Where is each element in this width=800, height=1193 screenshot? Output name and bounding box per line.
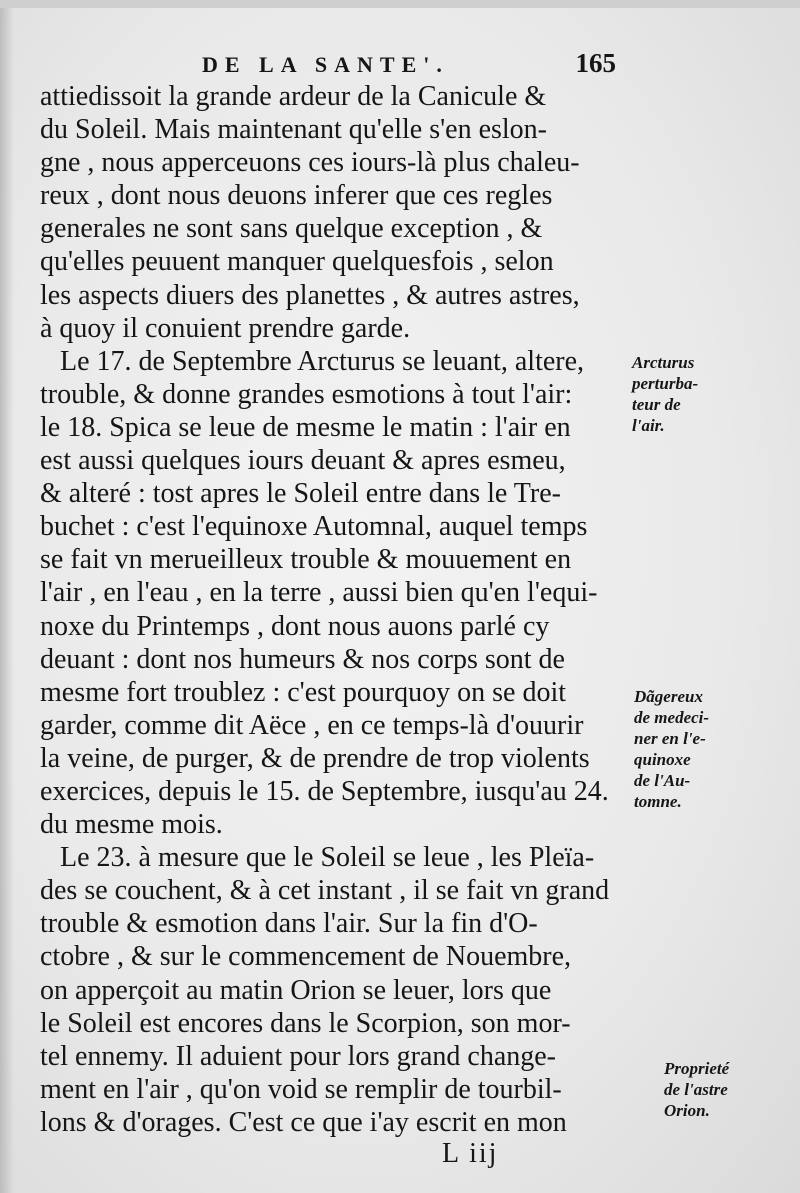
text-line: ctobre , & sur le commencement de Nouembre, [40, 941, 572, 973]
note-line: Dãgereux [634, 687, 703, 706]
text-line: les aspects diuers des planettes , & autres astres, [40, 279, 580, 311]
text-line: attiedissoit la grande ardeur de la Canicule & [40, 81, 547, 112]
text-line: à quoy il conuient prendre garde. [40, 312, 411, 344]
text-line: est aussi quelques iours deuant & apres esmeu, [40, 445, 566, 477]
text-line: le Soleil est encores dans le Scorpion, son mor- [40, 1007, 571, 1039]
text-line: du mesme mois. [40, 809, 223, 841]
text-line: la veine, de purger, & de prendre de trop violents [40, 742, 590, 774]
note-line: de l'Au- [634, 771, 691, 790]
margin-note-orion [664, 1058, 729, 1121]
text-line: du Soleil. Mais maintenant qu'elle s'en eslon- [40, 114, 547, 146]
text-line: trouble & esmotion dans l'air. Sur la fin d'O- [40, 908, 538, 940]
margin-note-arcturus [632, 352, 698, 436]
text-line: gne , nous apperceuons ces iours-là plus chaleu- [40, 147, 580, 179]
text-line: se fait vn merueilleux trouble & mouuement en [40, 544, 572, 576]
text-line: trouble, & donne grandes esmotions à tout l'air: [40, 378, 573, 410]
note-line: de l'astre [664, 1080, 728, 1099]
text-line: mesme fort troublez : c'est pourquoy on se doit [40, 676, 567, 708]
note-line: ner en l'e- [634, 729, 706, 748]
text-line: generales ne sont sans quelque exception , & [40, 213, 543, 245]
note-line: Proprieté [664, 1059, 730, 1078]
signature-mark: L iij [442, 1138, 499, 1169]
text-line: qu'elles peuuent manquer quelquesfois , selon [40, 246, 554, 278]
page-top-edge [0, 0, 800, 8]
margin-note-equinoxe [634, 686, 709, 812]
text-line: des se couchent, & à cet instant , il se fait vn grand [40, 875, 610, 907]
body-text [40, 80, 630, 1139]
note-line: quinoxe [634, 750, 691, 769]
text-line: l'air , en l'eau , en la terre , aussi bien qu'en l'equi- [40, 577, 598, 609]
running-title: DE LA SANTE'. [202, 52, 449, 77]
note-line: teur de [632, 395, 681, 414]
text-line: garder, comme dit Aëce , en ce temps-là d'ouurir [40, 709, 584, 741]
text-line: on apperçoit au matin Orion se leuer, lors que [40, 974, 552, 1006]
text-line: ment en l'air , qu'on void se remplir de tourbil- [40, 1073, 562, 1105]
page-edge-shadow [0, 0, 14, 1193]
text-line: buchet : c'est l'equinoxe Automnal, auquel temps [40, 511, 588, 543]
text-line: le 18. Spica se leue de mesme le matin : l'air en [40, 411, 571, 443]
text-line: & alteré : tost apres le Soleil entre dans le Tre- [40, 478, 561, 510]
note-line: tomne. [634, 792, 682, 811]
text-line: Le 23. à mesure que le Soleil se leue , les Pleïa- [60, 842, 595, 874]
note-line: Orion. [664, 1101, 710, 1120]
text-line: reux , dont nous deuons inferer que ces regles [40, 180, 553, 212]
note-line: perturba- [632, 374, 699, 393]
text-line: noxe du Printemps , dont nous auons parlé cy [40, 610, 550, 642]
note-line: l'air. [632, 416, 665, 435]
text-line: lons & d'orages. C'est ce que i'ay escrit en mon [40, 1106, 567, 1138]
note-line: de medeci- [634, 708, 710, 727]
note-line: Arcturus [632, 353, 695, 372]
page-number: 165 [575, 48, 616, 78]
text-line: Le 17. de Septembre Arcturus se leuant, altere, [60, 345, 585, 377]
text-line: tel ennemy. Il aduient pour lors grand change- [40, 1040, 557, 1072]
text-line: exercices, depuis le 15. de Septembre, iusqu'au 24. [40, 775, 609, 807]
text-line: deuant : dont nos humeurs & nos corps sont de [40, 643, 565, 675]
